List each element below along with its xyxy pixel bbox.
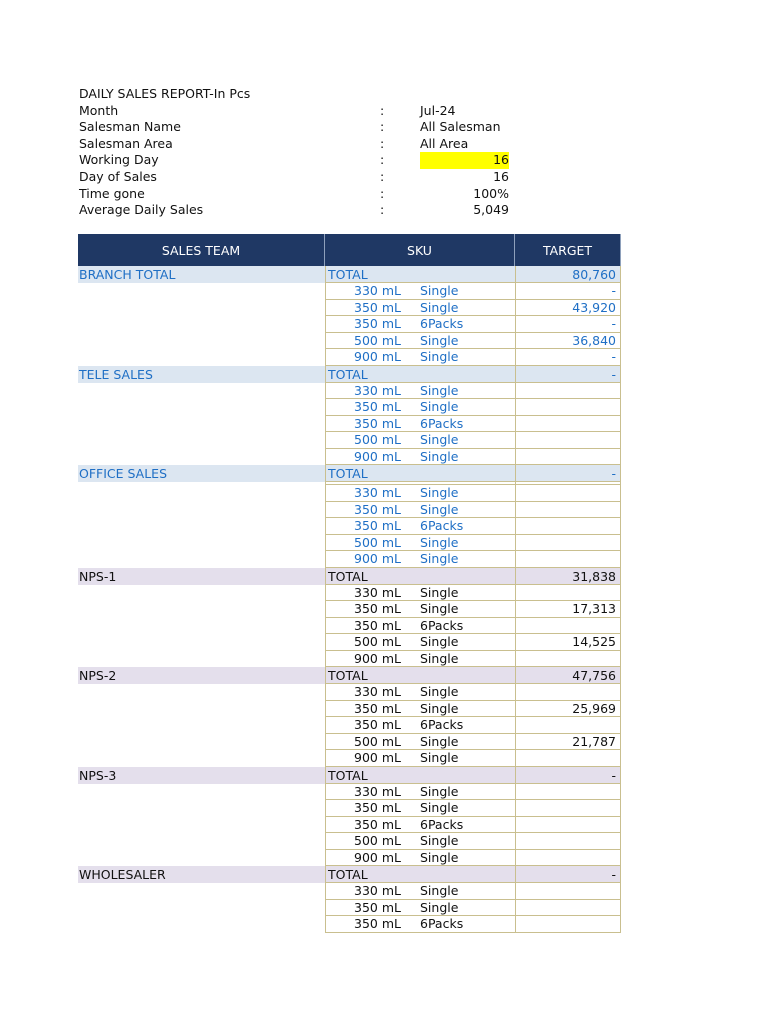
sales-team-name: NPS-2 <box>78 667 325 684</box>
sku-cell <box>325 750 515 767</box>
total-label: TOTAL <box>325 366 515 383</box>
field-value: 5,049 <box>473 202 509 218</box>
sku-cell <box>325 833 515 850</box>
target-cell: 14,525 <box>515 634 621 651</box>
sales-team-group <box>78 767 621 867</box>
sku-size: 900 mL <box>354 650 401 666</box>
sku-cell <box>325 535 515 552</box>
sku-type: Single <box>420 332 459 348</box>
target-cell: - <box>515 316 621 333</box>
target-cell: 21,787 <box>515 734 621 751</box>
field-value: 16 <box>420 152 509 169</box>
target-cell: - <box>515 283 621 300</box>
table-row <box>325 399 621 416</box>
target-cell <box>515 518 621 535</box>
table-row <box>325 701 621 718</box>
sales-team-cell <box>78 767 325 867</box>
sku-cell <box>325 734 515 751</box>
header-field-row <box>79 202 519 219</box>
target-cell: 25,969 <box>515 701 621 718</box>
header-field-row <box>79 119 519 136</box>
sku-size: 350 mL <box>354 916 401 931</box>
sku-size: 350 mL <box>354 316 401 331</box>
table-row <box>325 502 621 519</box>
sku-rows <box>325 568 621 668</box>
sku-cell <box>325 651 515 668</box>
total-label: TOTAL <box>325 266 515 283</box>
sku-type: Single <box>420 650 459 666</box>
sku-type: Single <box>420 601 459 616</box>
total-target: - <box>515 465 621 482</box>
field-value: Jul-24 <box>420 102 456 118</box>
total-label: TOTAL <box>325 866 515 883</box>
sku-cell <box>325 333 515 350</box>
sku-cell <box>325 502 515 519</box>
sku-type: 6Packs <box>420 617 464 633</box>
total-target: - <box>515 866 621 883</box>
table-row <box>325 449 621 466</box>
sku-type: Single <box>420 899 459 915</box>
field-separator: : <box>380 102 385 118</box>
sku-cell <box>325 585 515 602</box>
sku-size: 330 mL <box>354 783 401 799</box>
sku-size: 330 mL <box>354 283 401 298</box>
target-cell <box>515 449 621 466</box>
sku-type: 6Packs <box>420 916 464 931</box>
table-row <box>325 817 621 834</box>
sku-size: 500 mL <box>354 432 401 447</box>
sku-size: 500 mL <box>354 332 401 348</box>
target-cell <box>515 850 621 867</box>
sku-size: 330 mL <box>354 485 401 500</box>
sku-type: Single <box>420 551 459 566</box>
sku-cell <box>325 349 515 366</box>
table-row <box>325 333 621 350</box>
sku-cell <box>325 883 515 900</box>
field-label: Month <box>79 102 119 118</box>
field-separator: : <box>380 202 385 218</box>
table-row <box>325 634 621 651</box>
field-separator: : <box>380 168 385 184</box>
sku-size: 350 mL <box>354 601 401 616</box>
sku-type: Single <box>420 733 459 749</box>
sku-size: 900 mL <box>354 448 401 464</box>
sku-rows <box>325 465 621 568</box>
sku-cell <box>325 300 515 317</box>
total-target: - <box>515 767 621 784</box>
sku-cell <box>325 601 515 618</box>
target-cell <box>515 833 621 850</box>
sku-cell <box>325 916 515 933</box>
table-row <box>325 883 621 900</box>
sku-cell <box>325 449 515 466</box>
sku-rows <box>325 866 621 933</box>
field-label: Average Daily Sales <box>79 202 204 218</box>
sku-cell <box>325 485 515 502</box>
table-row <box>325 585 621 602</box>
sales-team-name: WHOLESALER <box>78 866 325 883</box>
sku-cell <box>325 316 515 333</box>
sku-type: Single <box>420 448 459 464</box>
sku-type: 6Packs <box>420 415 464 431</box>
sku-size: 350 mL <box>354 518 401 533</box>
sku-size: 330 mL <box>354 584 401 600</box>
table-row <box>325 618 621 635</box>
total-row <box>325 465 621 482</box>
sku-type: Single <box>420 849 459 865</box>
table-row <box>325 551 621 568</box>
header-field-row <box>79 136 519 153</box>
total-row <box>325 866 621 883</box>
sku-size: 500 mL <box>354 534 401 550</box>
table-row <box>325 518 621 535</box>
sales-team-group <box>78 568 621 668</box>
sku-type: Single <box>420 800 459 815</box>
sku-size: 350 mL <box>354 899 401 915</box>
sku-cell <box>325 551 515 568</box>
sales-team-name: BRANCH TOTAL <box>78 266 325 283</box>
total-row <box>325 366 621 383</box>
sku-type: Single <box>420 501 459 517</box>
total-label: TOTAL <box>325 568 515 585</box>
target-cell <box>515 485 621 502</box>
sku-type: 6Packs <box>420 816 464 832</box>
header-field-row <box>79 152 519 169</box>
field-separator: : <box>380 135 385 151</box>
sku-rows <box>325 366 621 466</box>
total-target: 80,760 <box>515 266 621 283</box>
total-label: TOTAL <box>325 767 515 784</box>
total-label: TOTAL <box>325 465 515 482</box>
table-row <box>325 684 621 701</box>
sku-cell <box>325 900 515 917</box>
table-row <box>325 750 621 767</box>
table-row <box>325 833 621 850</box>
sku-type: Single <box>420 883 459 898</box>
sku-rows <box>325 266 621 366</box>
sku-type: Single <box>420 783 459 799</box>
table-row <box>325 784 621 801</box>
sku-type: Single <box>420 485 459 500</box>
sku-cell <box>325 383 515 400</box>
target-cell <box>515 416 621 433</box>
total-label: TOTAL <box>325 667 515 684</box>
sales-team-cell <box>78 568 325 668</box>
total-target: 47,756 <box>515 667 621 684</box>
sku-type: Single <box>420 382 459 398</box>
table-header-row <box>78 234 621 266</box>
field-value: All Salesman <box>420 119 501 135</box>
target-cell: 43,920 <box>515 300 621 317</box>
field-label: Salesman Area <box>79 135 173 151</box>
sku-size: 900 mL <box>354 750 401 765</box>
sku-type: Single <box>420 432 459 447</box>
table-row <box>325 900 621 917</box>
total-row <box>325 266 621 283</box>
target-cell <box>515 784 621 801</box>
report-title: DAILY SALES REPORT-In Pcs <box>79 86 251 101</box>
sku-cell <box>325 717 515 734</box>
target-cell <box>515 618 621 635</box>
sku-type: Single <box>420 750 459 765</box>
target-cell <box>515 551 621 568</box>
target-cell <box>515 916 621 933</box>
header-fields <box>79 103 519 219</box>
sales-team-group <box>78 667 621 767</box>
table-row <box>325 485 621 502</box>
sales-team-cell <box>78 465 325 568</box>
table-row <box>325 651 621 668</box>
sku-size: 500 mL <box>354 833 401 848</box>
sku-size: 350 mL <box>354 617 401 633</box>
sku-type: Single <box>420 700 459 716</box>
target-cell <box>515 883 621 900</box>
column-header-sales-team: SALES TEAM <box>78 234 325 266</box>
column-header-target: TARGET <box>515 234 621 266</box>
target-cell: 36,840 <box>515 333 621 350</box>
table-row <box>325 850 621 867</box>
sku-cell <box>325 416 515 433</box>
sales-team-group <box>78 866 621 933</box>
table-body <box>78 266 621 933</box>
sku-type: Single <box>420 833 459 848</box>
table-row <box>325 601 621 618</box>
target-cell <box>515 717 621 734</box>
header-field-row <box>79 169 519 186</box>
sales-team-group <box>78 366 621 466</box>
table-row <box>325 416 621 433</box>
total-target: 31,838 <box>515 568 621 585</box>
sku-size: 350 mL <box>354 800 401 815</box>
total-row <box>325 667 621 684</box>
sales-team-cell <box>78 866 325 933</box>
total-row <box>325 568 621 585</box>
sku-type: Single <box>420 534 459 550</box>
sku-type: 6Packs <box>420 518 464 533</box>
field-value: All Area <box>420 135 469 151</box>
sales-team-cell <box>78 366 325 466</box>
sales-target-table <box>78 234 621 940</box>
field-label: Salesman Name <box>79 119 181 135</box>
target-cell: - <box>515 349 621 366</box>
sku-size: 350 mL <box>354 299 401 315</box>
sales-team-cell <box>78 667 325 767</box>
sku-cell <box>325 432 515 449</box>
sku-type: Single <box>420 283 459 298</box>
table-row <box>325 535 621 552</box>
sku-size: 350 mL <box>354 816 401 832</box>
sku-cell <box>325 850 515 867</box>
target-cell <box>515 502 621 519</box>
sku-type: Single <box>420 684 459 699</box>
target-cell <box>515 585 621 602</box>
sku-size: 900 mL <box>354 349 401 364</box>
table-row <box>325 383 621 400</box>
field-separator: : <box>380 119 385 135</box>
sku-rows <box>325 667 621 767</box>
sku-type: Single <box>420 299 459 315</box>
sku-rows <box>325 767 621 867</box>
target-cell <box>515 399 621 416</box>
sku-cell <box>325 618 515 635</box>
target-cell <box>515 684 621 701</box>
target-cell <box>515 651 621 668</box>
sales-team-group <box>78 266 621 366</box>
sku-size: 500 mL <box>354 733 401 749</box>
sku-cell <box>325 684 515 701</box>
sku-size: 350 mL <box>354 415 401 431</box>
target-cell: 17,313 <box>515 601 621 618</box>
total-row <box>325 767 621 784</box>
target-cell <box>515 817 621 834</box>
sku-type: Single <box>420 634 459 649</box>
header-field-row <box>79 103 519 120</box>
sales-team-cell <box>78 266 325 366</box>
sku-size: 900 mL <box>354 551 401 566</box>
sku-cell <box>325 701 515 718</box>
sku-size: 330 mL <box>354 883 401 898</box>
field-value: 100% <box>473 185 509 201</box>
sku-size: 900 mL <box>354 849 401 865</box>
field-label: Day of Sales <box>79 168 157 184</box>
sales-team-name: TELE SALES <box>78 366 325 383</box>
table-row <box>325 717 621 734</box>
target-cell <box>515 535 621 552</box>
sku-size: 350 mL <box>354 399 401 414</box>
field-label: Time gone <box>79 185 145 201</box>
target-cell <box>515 432 621 449</box>
target-cell <box>515 383 621 400</box>
sku-cell <box>325 784 515 801</box>
sku-type: 6Packs <box>420 717 464 732</box>
report-header <box>79 86 519 219</box>
column-header-sku: SKU <box>325 234 515 266</box>
sales-team-name: NPS-3 <box>78 767 325 784</box>
sku-cell <box>325 283 515 300</box>
sku-size: 330 mL <box>354 684 401 699</box>
table-row <box>325 916 621 933</box>
target-cell <box>515 750 621 767</box>
sku-size: 330 mL <box>354 382 401 398</box>
sku-cell <box>325 800 515 817</box>
sales-team-name: NPS-1 <box>78 568 325 585</box>
sales-team-name: OFFICE SALES <box>78 465 325 482</box>
sku-cell <box>325 634 515 651</box>
sku-cell <box>325 518 515 535</box>
sku-type: Single <box>420 584 459 600</box>
table-row <box>325 432 621 449</box>
field-separator: : <box>380 152 385 168</box>
field-label: Working Day <box>79 152 159 168</box>
header-field-row <box>79 186 519 203</box>
table-row <box>325 734 621 751</box>
table-row <box>325 316 621 333</box>
sales-team-group <box>78 465 621 568</box>
sku-type: 6Packs <box>420 316 464 331</box>
sku-cell <box>325 817 515 834</box>
target-cell <box>515 800 621 817</box>
sku-cell <box>325 399 515 416</box>
sku-size: 350 mL <box>354 501 401 517</box>
total-target: - <box>515 366 621 383</box>
sku-size: 350 mL <box>354 700 401 716</box>
field-separator: : <box>380 185 385 201</box>
table-row <box>325 800 621 817</box>
sku-type: Single <box>420 349 459 364</box>
sku-size: 350 mL <box>354 717 401 732</box>
target-cell <box>515 900 621 917</box>
table-row <box>325 300 621 317</box>
table-row <box>325 349 621 366</box>
field-value: 16 <box>493 168 509 184</box>
sku-size: 500 mL <box>354 634 401 649</box>
table-row <box>325 283 621 300</box>
sku-type: Single <box>420 399 459 414</box>
